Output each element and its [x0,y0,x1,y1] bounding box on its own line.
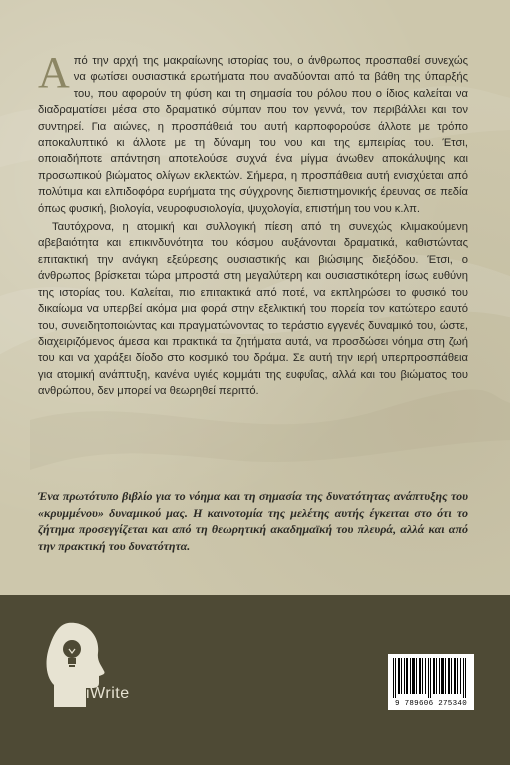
publisher-name: iWrite [86,685,130,702]
paragraph-2: Ταυτόχρονα, η ατομική και συλλογική πίεση από τη συνεχώς κλιμακούμενη αβεβαιότητα και επικινδυνότητα του κόσμου αυξάνονται δραματικά, καθιστώντας επιτακτική την ανάγκη εξεύρεσης ουσιαστικής και βιώσιμης διεξόδου. Έτσι, ο άνθρωπος βρίσκεται τώρα μπροστά στη μεγαλύτερη και ουσιαστικότερη ίσως ευθύνη της ιστορίας του. Καλείται, πιο επιτακτικά από ποτέ, να εκπληρώσει το φυσικό του δικαίωμα να υπερβεί ακόμα μια φορά στην εξελικτική του πορεία τον κατώτερο εαυτό του, συνειδητοποιώντας και πραγματώνοντας το τεράστιο εγγενές δυναμικό του, ώστε, διαχειριζόμενος άμεσα και πρακτικά τα ζητήματα αυτά, να προσδώσει νόημα στη ζωή του και να χαράξει δίοδο στο κοσμικό του δράμα. Σε αυτή την ιερή υπερπροσπάθεια για ατομική ανάπτυξη, κανένα υγιές κομμάτι της ευφυΐας, αλλά και του βιώματος του ανθρώπου, δεν μπορεί να θεωρηθεί περιττό. [38,221,468,398]
description-text [38,48,468,400]
paragraph-1 [38,48,468,217]
barcode-number: 9 789606 275340 [394,700,467,708]
drop-cap: Α [38,48,70,97]
barcode-bars [392,658,470,698]
head-lightbulb-icon [46,615,106,725]
blurb: Ένα πρωτότυπο βιβλίο για το νόημα και τη σημασία της δυνατότητας ανάπτυξης του «κρυμμένου» δυναμικού μας. Η καινοτομία της μελέτης αυτής έγκειται στο ότι το ζήτημα προσεγγίζεται και από τη θεωρητική ακαδημαϊκή του πλευρά, αλλά και από την πρακτική του δυνατότητα. [38,489,468,553]
publisher-logo [46,615,136,745]
barcode [388,654,474,710]
paragraph-1-text: πό την αρχή της μακραίωνης ιστορίας του, ο άνθρωπος προσπαθεί συνεχώς να φωτίσει ουσιαστικά ερωτήματα που αναδύονται από τα βάθη της ύπαρξής του, που αφορούν τη φύση και τη σημασία του ρόλου που ο ίδιος καλείται να διαδραματίσει μέσα στο δραματικό σύμπαν που τον γεννά, τον περιβάλλει και τον συντηρεί. Για αιώνες, η προσπάθειά του αυτή καρποφορούσε άλλοτε με τρόπο αποκαλυπτικό κι άλλοτε με τη δύναμη του νου και της εμπειρίας του. Έτσι, οποιαδήποτε απάντηση αποτελούσε συχνά ένα μίγμα άνωθεν αποκάλυψης και προσωπικού βιώματος ολίγων εκλεκτών. Σήμερα, η προσπάθεια αυτή ενισχύεται από πολύτιμα και ελπιδοφόρα ευρήματα της σύγχρονης διεπιστημονικής έρευνας σε πεδία όπως φυσική, βιολογία, νευροφυσιολογία, ψυχολογία, επιστήμη του νου κ.λπ. [38,55,468,215]
